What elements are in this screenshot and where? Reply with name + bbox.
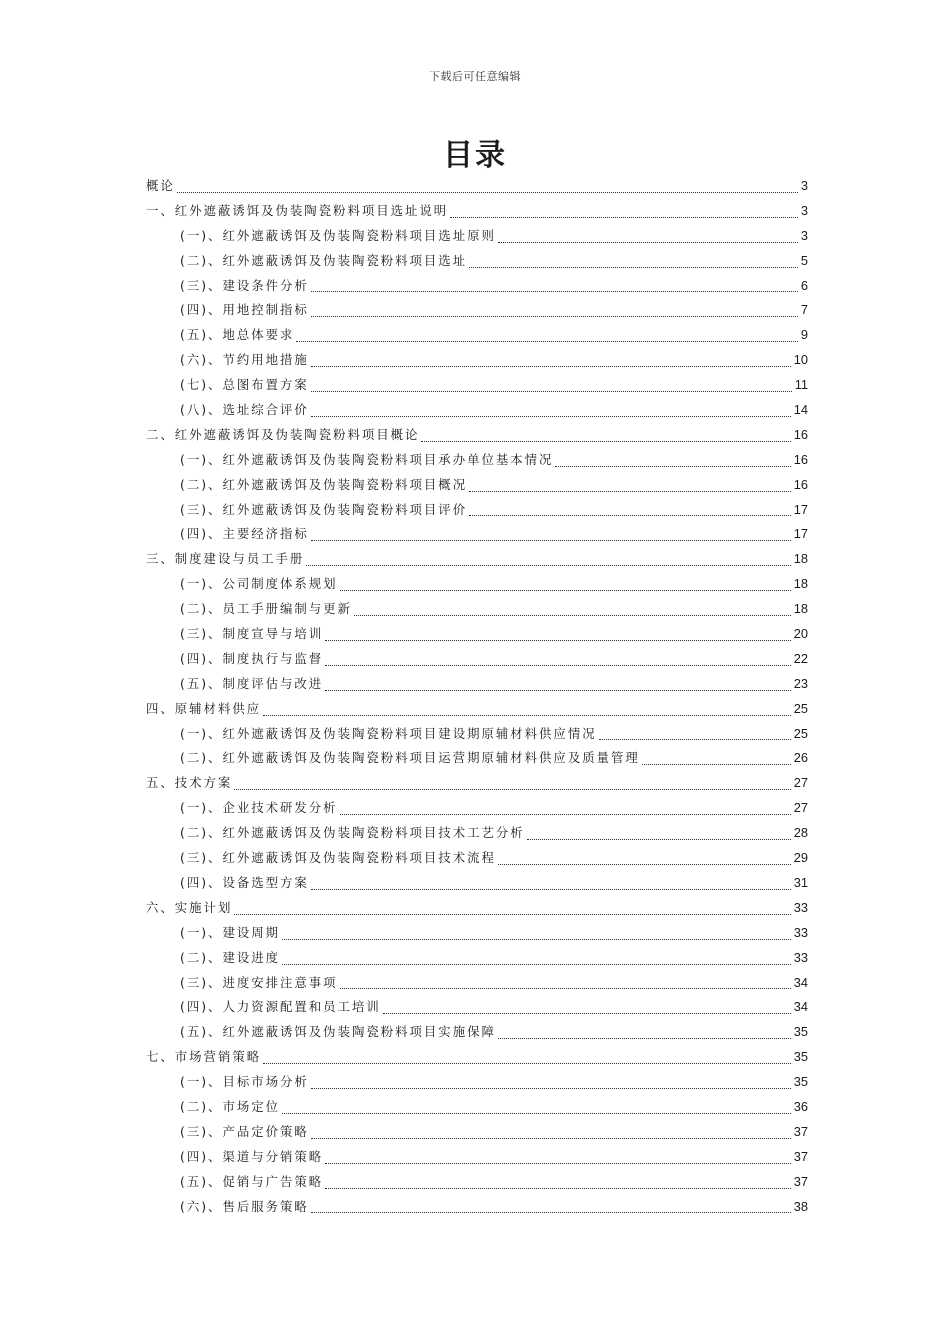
- toc-entry[interactable]: [146, 798, 808, 823]
- toc-entry-page-number: 3: [800, 178, 808, 193]
- toc-entry-label: 一、红外遮蔽诱饵及伪装陶瓷粉料项目选址说明: [146, 202, 449, 218]
- toc-entry-label: (二)、红外遮蔽诱饵及伪装陶瓷粉料项目技术工艺分析: [180, 825, 525, 841]
- toc-entry-page-number: 10: [793, 352, 808, 368]
- toc-entry-label: (四)、渠道与分销策略: [180, 1148, 324, 1164]
- toc-entry-label: (四)、用地控制指标: [180, 302, 309, 318]
- toc-entry[interactable]: [146, 425, 808, 450]
- toc-entry-label: (二)、市场定位: [180, 1098, 281, 1114]
- toc-entry[interactable]: [146, 848, 808, 873]
- toc-dot-leader: [263, 1063, 791, 1064]
- toc-dot-leader: [234, 914, 790, 915]
- toc-dot-leader: [469, 515, 791, 516]
- toc-entry-label: 七、市场营销策略: [146, 1049, 262, 1065]
- toc-entry-label: (一)、目标市场分析: [180, 1074, 309, 1090]
- toc-dot-leader: [340, 590, 791, 591]
- toc-entry-label: (一)、红外遮蔽诱饵及伪装陶瓷粉料项目承办单位基本情况: [180, 451, 554, 467]
- toc-entry-label: (一)、红外遮蔽诱饵及伪装陶瓷粉料项目选址原则: [180, 227, 496, 243]
- toc-entry-label: (五)、红外遮蔽诱饵及伪装陶瓷粉料项目实施保障: [180, 1024, 496, 1040]
- toc-entry[interactable]: [146, 898, 808, 923]
- toc-entry-page-number: 11: [794, 377, 808, 393]
- toc-entry-label: (六)、节约用地措施: [180, 352, 309, 368]
- toc-entry-page-number: 9: [800, 327, 808, 343]
- toc-entry-page-number: 27: [793, 800, 808, 816]
- toc-entry[interactable]: [146, 450, 808, 475]
- toc-dot-leader: [311, 889, 791, 890]
- toc-entry[interactable]: [146, 1097, 808, 1122]
- toc-entry[interactable]: [146, 375, 808, 400]
- toc-entry-page-number: 17: [793, 501, 808, 517]
- toc-entry[interactable]: [146, 1072, 808, 1097]
- toc-entry-page-number: 3: [800, 202, 808, 218]
- toc-entry[interactable]: [146, 599, 808, 624]
- toc-dot-leader: [296, 341, 797, 342]
- toc-dot-leader: [311, 540, 791, 541]
- toc-dot-leader: [311, 1088, 791, 1089]
- toc-entry[interactable]: [146, 1147, 808, 1172]
- toc-entry-page-number: 28: [793, 825, 808, 841]
- toc-dot-leader: [311, 316, 798, 317]
- toc-entry-page-number: 23: [793, 675, 808, 691]
- toc-dot-leader: [311, 1212, 791, 1213]
- toc-entry-page-number: 31: [793, 874, 808, 890]
- toc-entry-page-number: 18: [793, 576, 808, 592]
- toc-entry-page-number: 26: [793, 750, 808, 766]
- toc-entry[interactable]: [146, 699, 808, 724]
- toc-dot-leader: [282, 939, 791, 940]
- toc-dot-leader: [498, 242, 798, 243]
- toc-dot-leader: [340, 988, 791, 989]
- toc-dot-leader: [282, 1113, 791, 1114]
- toc-dot-leader: [383, 1013, 791, 1014]
- toc-entry-label: (三)、红外遮蔽诱饵及伪装陶瓷粉料项目评价: [180, 501, 468, 517]
- toc-dot-leader: [354, 615, 791, 616]
- toc-dot-leader: [311, 366, 791, 367]
- toc-entry-label: (四)、主要经济指标: [180, 526, 309, 542]
- table-of-contents: [146, 176, 808, 1221]
- toc-dot-leader: [642, 764, 791, 765]
- toc-entry-label: (三)、红外遮蔽诱饵及伪装陶瓷粉料项目技术流程: [180, 850, 496, 866]
- toc-entry-page-number: 34: [793, 999, 808, 1015]
- toc-entry[interactable]: [146, 251, 808, 276]
- toc-entry[interactable]: [146, 176, 808, 201]
- toc-dot-leader: [469, 491, 791, 492]
- toc-entry[interactable]: [146, 1047, 808, 1072]
- toc-entry-page-number: 3: [800, 227, 808, 243]
- toc-dot-leader: [234, 789, 790, 790]
- toc-entry-label: (三)、产品定价策略: [180, 1123, 309, 1139]
- toc-entry[interactable]: [146, 773, 808, 798]
- toc-entry-label: (一)、公司制度体系规划: [180, 576, 338, 592]
- toc-entry-page-number: 33: [793, 899, 808, 915]
- toc-dot-leader: [527, 839, 791, 840]
- toc-entry-page-number: 18: [793, 551, 808, 567]
- toc-entry-label: (四)、制度执行与监督: [180, 650, 324, 666]
- toc-entry-page-number: 35: [793, 1074, 808, 1090]
- toc-dot-leader: [282, 964, 791, 965]
- toc-entry-label: (二)、红外遮蔽诱饵及伪装陶瓷粉料项目概况: [180, 476, 468, 492]
- toc-entry[interactable]: [146, 823, 808, 848]
- toc-entry-label: (三)、制度宣导与培训: [180, 626, 324, 642]
- toc-entry[interactable]: [146, 997, 808, 1022]
- toc-entry[interactable]: [146, 300, 808, 325]
- toc-entry-page-number: 37: [793, 1148, 808, 1164]
- toc-entry[interactable]: [146, 226, 808, 251]
- toc-entry-page-number: 37: [793, 1123, 808, 1139]
- page-title: 目录: [443, 138, 507, 173]
- toc-entry[interactable]: [146, 1172, 808, 1197]
- toc-entry-label: (二)、红外遮蔽诱饵及伪装陶瓷粉料项目运营期原辅材料供应及质量管理: [180, 750, 640, 766]
- toc-entry-page-number: 7: [800, 302, 808, 318]
- toc-entry-label: (二)、建设进度: [180, 949, 281, 965]
- toc-entry-label: (三)、进度安排注意事项: [180, 974, 338, 990]
- toc-entry-page-number: 34: [793, 974, 808, 990]
- toc-entry[interactable]: [146, 724, 808, 749]
- toc-entry-page-number: 5: [800, 252, 808, 268]
- toc-entry[interactable]: [146, 1022, 808, 1047]
- toc-dot-leader: [450, 217, 798, 218]
- toc-dot-leader: [306, 565, 790, 566]
- toc-entry[interactable]: [146, 948, 808, 973]
- toc-entry-label: (三)、建设条件分析: [180, 277, 309, 293]
- toc-dot-leader: [325, 1163, 791, 1164]
- toc-entry-page-number: 27: [793, 775, 808, 791]
- toc-entry[interactable]: [146, 973, 808, 998]
- toc-entry[interactable]: [146, 674, 808, 699]
- toc-entry-label: (五)、促销与广告策略: [180, 1173, 324, 1189]
- toc-dot-leader: [599, 739, 791, 740]
- toc-entry[interactable]: [146, 923, 808, 948]
- toc-entry-label: (六)、售后服务策略: [180, 1198, 309, 1214]
- toc-entry-page-number: 14: [793, 402, 808, 418]
- toc-entry-label: (五)、制度评估与改进: [180, 675, 324, 691]
- toc-entry[interactable]: [146, 350, 808, 375]
- toc-entry-page-number: 38: [793, 1198, 808, 1214]
- toc-dot-leader: [325, 640, 791, 641]
- toc-entry-label: (一)、企业技术研发分析: [180, 800, 338, 816]
- toc-entry-page-number: 33: [793, 949, 808, 965]
- toc-dot-leader: [311, 416, 791, 417]
- toc-entry-page-number: 33: [793, 924, 808, 940]
- toc-entry[interactable]: [146, 524, 808, 549]
- toc-dot-leader: [325, 690, 791, 691]
- toc-entry-label: (一)、红外遮蔽诱饵及伪装陶瓷粉料项目建设期原辅材料供应情况: [180, 725, 597, 741]
- toc-entry-label: (一)、建设周期: [180, 924, 281, 940]
- toc-dot-leader: [555, 466, 790, 467]
- toc-entry[interactable]: [146, 400, 808, 425]
- toc-entry[interactable]: [146, 475, 808, 500]
- toc-entry-label: 三、制度建设与员工手册: [146, 551, 305, 567]
- toc-entry-label: (七)、总图布置方案: [180, 377, 309, 393]
- toc-dot-leader: [325, 665, 791, 666]
- toc-entry-page-number: 25: [793, 700, 808, 716]
- toc-entry-page-number: 29: [793, 850, 808, 866]
- toc-entry[interactable]: [146, 201, 808, 226]
- toc-entry-label: (二)、员工手册编制与更新: [180, 601, 352, 617]
- toc-entry-page-number: 16: [793, 451, 808, 467]
- page-header: 下载后可任意编辑: [429, 70, 521, 83]
- toc-entry-page-number: 20: [793, 626, 808, 642]
- toc-entry-page-number: 22: [793, 650, 808, 666]
- toc-entry-page-number: 18: [793, 601, 808, 617]
- toc-entry-label: (五)、地总体要求: [180, 327, 295, 343]
- toc-entry[interactable]: [146, 624, 808, 649]
- toc-entry[interactable]: [146, 649, 808, 674]
- toc-entry-page-number: 16: [793, 426, 808, 442]
- toc-entry-page-number: 6: [800, 277, 808, 293]
- toc-entry-page-number: 35: [793, 1049, 808, 1065]
- toc-dot-leader: [311, 1138, 791, 1139]
- toc-dot-leader: [325, 1188, 791, 1189]
- toc-entry-page-number: 36: [793, 1098, 808, 1114]
- toc-entry[interactable]: [146, 500, 808, 525]
- toc-entry-label: 四、原辅材料供应: [146, 700, 262, 716]
- toc-entry-page-number: 35: [793, 1024, 808, 1040]
- toc-entry-label: (四)、设备选型方案: [180, 874, 309, 890]
- toc-dot-leader: [263, 715, 791, 716]
- toc-entry[interactable]: [146, 1122, 808, 1147]
- toc-entry-page-number: 37: [793, 1173, 808, 1189]
- toc-entry-label: (四)、人力资源配置和员工培训: [180, 999, 381, 1015]
- toc-dot-leader: [311, 291, 798, 292]
- toc-dot-leader: [498, 864, 791, 865]
- toc-entry-page-number: 25: [793, 725, 808, 741]
- toc-entry-label: (二)、红外遮蔽诱饵及伪装陶瓷粉料项目选址: [180, 252, 468, 268]
- toc-entry[interactable]: [146, 1197, 808, 1222]
- toc-entry-label: 五、技术方案: [146, 775, 233, 791]
- toc-dot-leader: [177, 192, 798, 193]
- toc-entry[interactable]: [146, 276, 808, 301]
- toc-dot-leader: [340, 814, 791, 815]
- toc-entry-page-number: 16: [793, 476, 808, 492]
- toc-entry-page-number: 17: [793, 526, 808, 542]
- toc-entry[interactable]: [146, 748, 808, 773]
- toc-entry[interactable]: [146, 325, 808, 350]
- toc-entry-label: 概论: [146, 178, 175, 193]
- toc-entry[interactable]: [146, 873, 808, 898]
- toc-entry-label: 六、实施计划: [146, 899, 233, 915]
- toc-entry[interactable]: [146, 549, 808, 574]
- toc-dot-leader: [498, 1038, 791, 1039]
- toc-entry[interactable]: [146, 574, 808, 599]
- toc-dot-leader: [421, 441, 790, 442]
- toc-entry-label: (八)、选址综合评价: [180, 402, 309, 418]
- toc-dot-leader: [311, 391, 792, 392]
- toc-dot-leader: [469, 267, 798, 268]
- toc-entry-label: 二、红外遮蔽诱饵及伪装陶瓷粉料项目概论: [146, 426, 420, 442]
